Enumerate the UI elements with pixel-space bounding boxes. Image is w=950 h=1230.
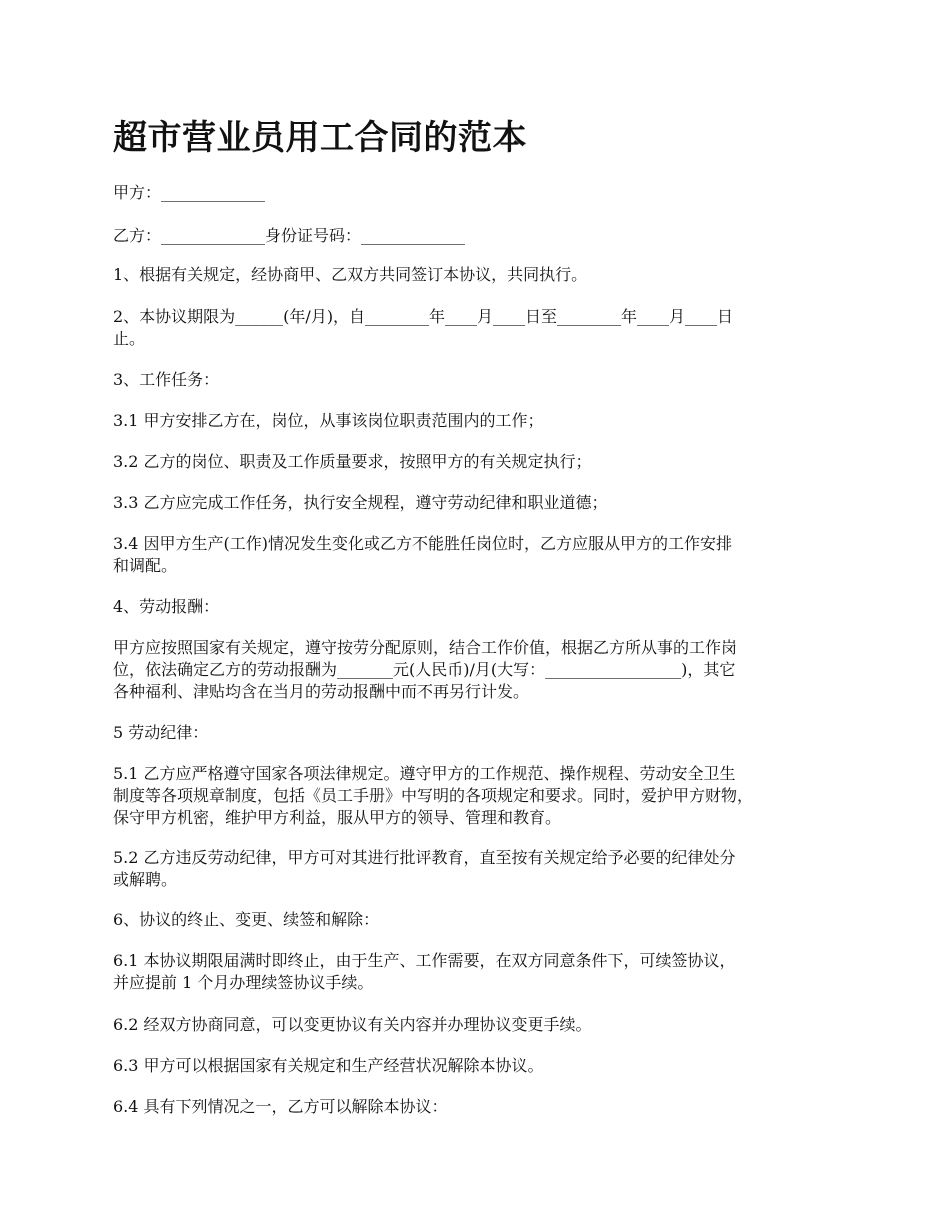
line: 3.1 甲方安排乙方在，岗位，从事该岗位职责范围内的工作； xyxy=(113,411,544,430)
clause-3-heading xyxy=(113,369,853,391)
line: 1、根据有关规定，经协商甲、乙双方共同签订本协议，共同执行。 xyxy=(113,265,588,284)
line: 3.3 乙方应完成工作任务，执行安全规程，遵守劳动纪律和职业道德； xyxy=(113,493,608,512)
document-title: 超市营业员用工合同的范本 xyxy=(113,118,527,158)
line: 5 劳动纪律： xyxy=(113,723,209,742)
line: 6.4 具有下列情况之一，乙方可以解除本协议： xyxy=(113,1097,448,1116)
line: 制度等各项规章制度，包括《员工手册》中写明的各项规定和要求。同时，爱护甲方财物， xyxy=(113,786,754,805)
clause-6-2 xyxy=(113,1014,853,1036)
party-a-line xyxy=(113,182,853,204)
clause-1 xyxy=(113,264,853,286)
clause-3-4 xyxy=(113,533,853,577)
clause-5-heading xyxy=(113,722,853,744)
line: 并应提前 1 个月办理续签协议手续。 xyxy=(113,973,374,992)
line: 3.2 乙方的岗位、职责及工作质量要求，按照甲方的有关规定执行； xyxy=(113,452,592,471)
line: 5.2 乙方违反劳动纪律，甲方可对其进行批评教育，直至按有关规定给予必要的纪律处分 xyxy=(113,848,736,867)
line: 6.2 经双方协商同意，可以变更协议有关内容并办理协议变更手续。 xyxy=(113,1015,592,1034)
line: 6.1 本协议期限届满时即终止，由于生产、工作需要，在双方同意条件下，可续签协议， xyxy=(113,951,736,970)
line: 位，依法确定乙方的劳动报酬为_______元(人民币)/月(大写：_________________)，其它 xyxy=(113,660,736,679)
clause-5-2 xyxy=(113,847,853,891)
line: 和调配。 xyxy=(113,556,178,575)
clause-4-body xyxy=(113,637,853,703)
line: 保守甲方机密，维护甲方利益，服从甲方的领导、管理和教育。 xyxy=(113,808,562,827)
line: 3.4 因甲方生产(工作)情况发生变化或乙方不能胜任岗位时，乙方应服从甲方的工作安排 xyxy=(113,534,733,553)
line: 甲方应按照国家有关规定，遵守按劳分配原则，结合工作价值，根据乙方所从事的工作岗 xyxy=(113,638,738,657)
line: 各种福利、津贴均含在当月的劳动报酬中而不再另行计发。 xyxy=(113,682,530,701)
line: 5.1 乙方应严格遵守国家各项法律规定。遵守甲方的工作规范、操作规程、劳动安全卫生 xyxy=(113,764,736,783)
clause-4-heading xyxy=(113,596,853,618)
party-b-line xyxy=(113,225,853,247)
line: 6、协议的终止、变更、续签和解除： xyxy=(113,910,380,929)
line: 乙方：_____________身份证号码：_____________ xyxy=(113,226,466,245)
line: 3、工作任务： xyxy=(113,370,220,389)
line: 甲方：_____________ xyxy=(113,183,266,202)
clause-2 xyxy=(113,306,853,350)
line: 或解聘。 xyxy=(113,870,178,889)
clause-6-heading xyxy=(113,909,853,931)
clause-5-1 xyxy=(113,763,853,829)
line: 6.3 甲方可以根据国家有关规定和生产经营状况解除本协议。 xyxy=(113,1056,544,1075)
line: 4、劳动报酬： xyxy=(113,597,220,616)
clause-3-1 xyxy=(113,410,853,432)
line: 2、本协议期限为______(年/月)，自________年____月____日至________年____月____日 xyxy=(113,307,734,326)
clause-3-3 xyxy=(113,492,853,514)
clause-6-1 xyxy=(113,950,853,994)
clause-3-2 xyxy=(113,451,853,473)
clause-6-3 xyxy=(113,1055,853,1077)
line: 止。 xyxy=(113,329,146,348)
clause-6-4 xyxy=(113,1096,853,1118)
